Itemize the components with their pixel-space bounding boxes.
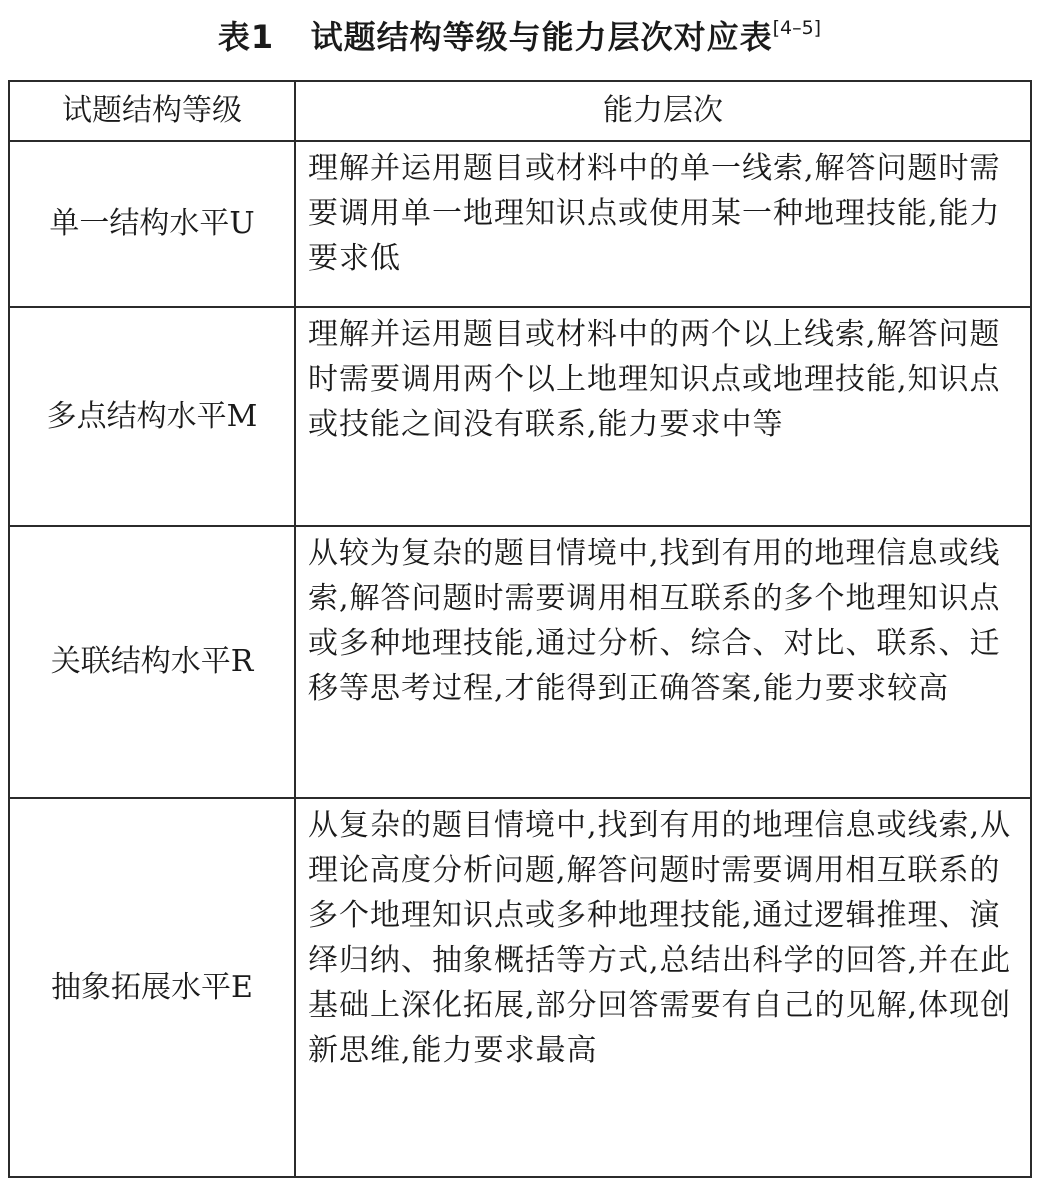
table-row: [9, 526, 1031, 798]
structure-level-cell: 多点结构水平M: [9, 307, 295, 526]
table-row: [9, 307, 1031, 526]
header-structure-level: 试题结构等级: [9, 81, 295, 141]
header-ability-level: 能力层次: [295, 81, 1031, 141]
table-row: [9, 141, 1031, 307]
ability-text: 从复杂的题目情境中,找到有用的地理信息或线索,从理论高度分析问题,解答问题时需要调用相互联系的多个地理知识点或多种地理技能,通过逻辑推理、演绎归纳、抽象概括等方式,总结出科学的回答,并在此基础上深化拓展,部分回答需要有自己的见解,体现创新思维,能力要求最高: [308, 808, 1012, 1068]
structure-level-cell: 抽象拓展水平E: [9, 798, 295, 1177]
ability-level-cell: [295, 141, 1031, 307]
ability-text: 理解并运用题目或材料中的两个以上线索,解答问题时需要调用两个以上地理知识点或地理技能,知识点或技能之间没有联系,能力要求中等: [308, 317, 1001, 442]
table-title: 试题结构等级与能力层次对应表: [310, 18, 773, 56]
structure-ability-table: [8, 80, 1032, 1178]
ability-level-cell: [295, 526, 1031, 798]
table-number: 表1: [217, 18, 275, 56]
structure-level-cell: 关联结构水平R: [9, 526, 295, 798]
ability-text: 从较为复杂的题目情境中,找到有用的地理信息或线索,解答问题时需要调用相互联系的多个地理知识点或多种地理技能,通过分析、综合、对比、联系、迁移等思考过程,才能得到正确答案,能力要求较高: [308, 536, 1001, 706]
table-header-row: [9, 81, 1031, 141]
table-row: [9, 798, 1031, 1177]
citation-reference: [4–5]: [772, 17, 822, 39]
ability-level-cell: [295, 798, 1031, 1177]
ability-level-cell: [295, 307, 1031, 526]
ability-text: 理解并运用题目或材料中的单一线索,解答问题时需要调用单一地理知识点或使用某一种地理技能,能力要求低: [308, 151, 1001, 276]
structure-level-cell: 单一结构水平U: [9, 141, 295, 307]
table-caption: [0, 6, 1039, 59]
